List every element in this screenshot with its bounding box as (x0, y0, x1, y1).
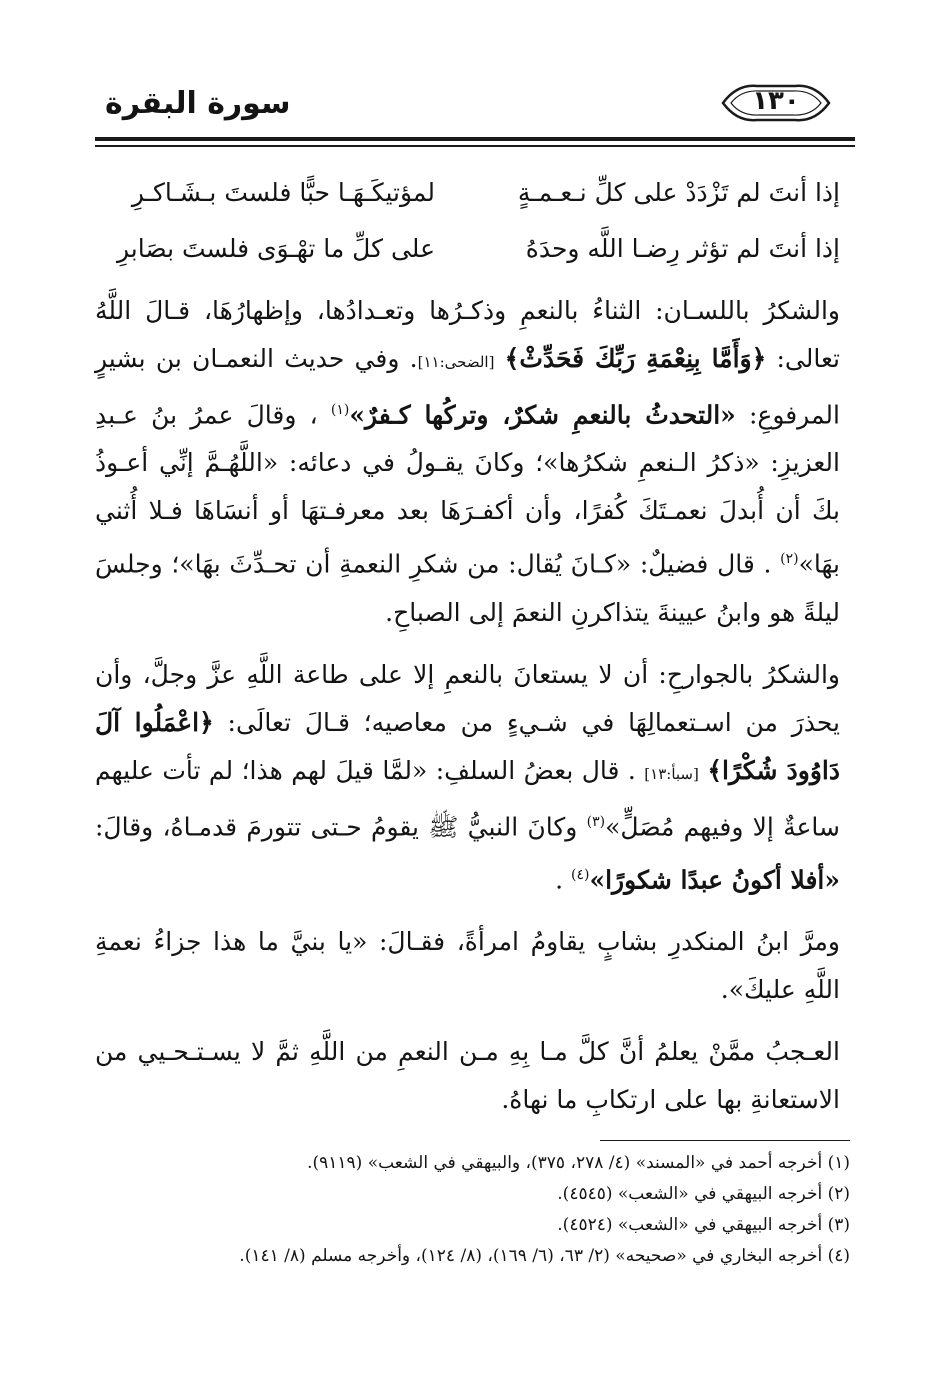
paragraph-text: وكانَ النبيُّ ﷺ يقومُ حـتى تتورمَ قدمـاهُ، وقالَ: (95, 811, 587, 841)
quran-verse: ﴿اعْمَلُوا آلَ دَاوُودَ شُكْرًا﴾ (95, 707, 841, 785)
poem-verse (95, 165, 840, 221)
footnote-item: (٢) أخرجه البيهقي في «الشعب» (٤٥٤٥). (557, 1184, 850, 1204)
footnote-marker: (٣) (586, 813, 606, 830)
paragraph-limbs-gratitude (95, 651, 840, 905)
verse-second-half: لمؤتيكَـهَـا حبًّا فلستَ بـشَـاكـرِ (131, 178, 435, 207)
quran-verse: ﴿وَأَمَّا بِنِعْمَةِ رَبِّكَ فَحَدِّثْ﴾ (504, 344, 767, 373)
footnote-marker: (٢) (780, 551, 799, 568)
paragraph-text: والشكرُ باللسـان: الثناءُ بالنعمِ وذكـرُها وتعـدادُها، وإظهارُهَا، قـالَ اللَّهُ تعالى: (95, 296, 841, 373)
hadith-text: «التحدثُ بالنعمِ شكرٌ، وتركُها كـفرٌ» (349, 400, 736, 430)
quran-reference: [الضحى:١١] (417, 353, 495, 371)
footnote-item: (١) أخرجه أحمد في «المسند» (٤/ ٢٧٨، ٣٧٥)، والبيهقي في الشعب» (٩١١٩). (307, 1153, 850, 1173)
verse-first-half: إذا أنتَ لم تؤثر رِضـا اللَّه وحدَهُ (525, 234, 840, 263)
poem-verse (95, 221, 840, 277)
surah-title: سورة البقرة (105, 86, 291, 121)
paragraph-wonder: العـجبُ ممَّنْ يعلمُ أنَّ كلَّ مـا بِهِ مـن النعمِ من اللَّهِ ثمَّ لا يسـتـحـيي من الاستعانةِ بها على ارتكابِ ما نهاهُ. (95, 1037, 840, 1115)
main-text (95, 165, 840, 1138)
paragraph-text: . وفي حديث النعمـان بن بشيرٍ المرفوعِ: (95, 344, 840, 430)
page-number: ١٣٠ (752, 86, 800, 116)
quran-reference: [سبأ:١٣] (644, 764, 699, 783)
header-rule-thick (95, 137, 855, 141)
paragraph-text: . (555, 865, 572, 895)
verse-second-half: على كلِّ ما تهْـوَى فلستَ بصَابرِ (117, 234, 435, 263)
paragraph-ibn-munkadir: ومرَّ ابنُ المنكدرِ بشابٍ يقاومُ امرأةً، فقـالَ: «يا بنيَّ ما هذا جزاءُ نعمةِ اللَّهِ عليكَ». (95, 927, 840, 1005)
paragraph-tongue-gratitude (95, 287, 840, 637)
footnotes (95, 1148, 850, 1272)
page-header (95, 78, 855, 144)
paragraph-text: والشكرُ بالجوارحِ: أن لا يستعانَ بالنعمِ إلا على طاعة اللَّهِ عزَّ وجلَّ، وأن يحذرَ من اسـتعمالِهَا في شـيءٍ من معاصيه؛ قـالَ تعالَى: (95, 659, 841, 737)
paragraph-text: . قال فضيلٌ: «كـانَ يُقال: من شكرِ النعمةِ أن تحـدِّثَ بهَا»؛ وجلسَ ليلةً هو وابنُ عيينةَ يتذاكرنِ النعمَ إلى الصباحِ. (95, 549, 840, 627)
footnote-marker: (٤) (571, 866, 590, 883)
verse-first-half: إذا أنتَ لم تَزْدَدْ على كلِّ نـعـمـةٍ (517, 178, 840, 207)
header-rule-thin (95, 145, 855, 147)
footnote-item: (٤) أخرجه البخاري في «صحيحه» (٢/ ٦٣، (٦/ ١٦٩)، (٨/ ١٢٤)، وأخرجه مسلم (٨/ ١٤١). (239, 1246, 850, 1266)
footnote-rule (600, 1140, 850, 1141)
paragraph-text: . قال بعضُ السلفِ: «لمَّا قيلَ لهم هذا؛ لم تأت عليهم ساعةٌ إلا وفيهم مُصَلٍّ» (95, 755, 840, 841)
footnote-marker: (١) (330, 402, 350, 418)
footnote-item: (٣) أخرجه البيهقي في «الشعب» (٤٥٢٤). (557, 1215, 850, 1235)
hadith-text: «أفلا أكونُ عبدًا شكورًا» (589, 865, 840, 895)
paragraph-text: ، وقالَ عمرُ بنُ عـبدِ العزيزِ: «ذكرُ الـنعمِ شكرُها»؛ وكانَ يقـولُ في دعائه: «اللَّهُـمَّ إنِّي أعـوذُ بكَ أن أُبدلَ نعمـتَكَ كُفرًا، وأن أكفـرَهَا بعد معرفـتهَا أو أنسَاهَا فـلا أُثني بهَا» (95, 400, 840, 579)
page-number-badge (717, 80, 835, 126)
